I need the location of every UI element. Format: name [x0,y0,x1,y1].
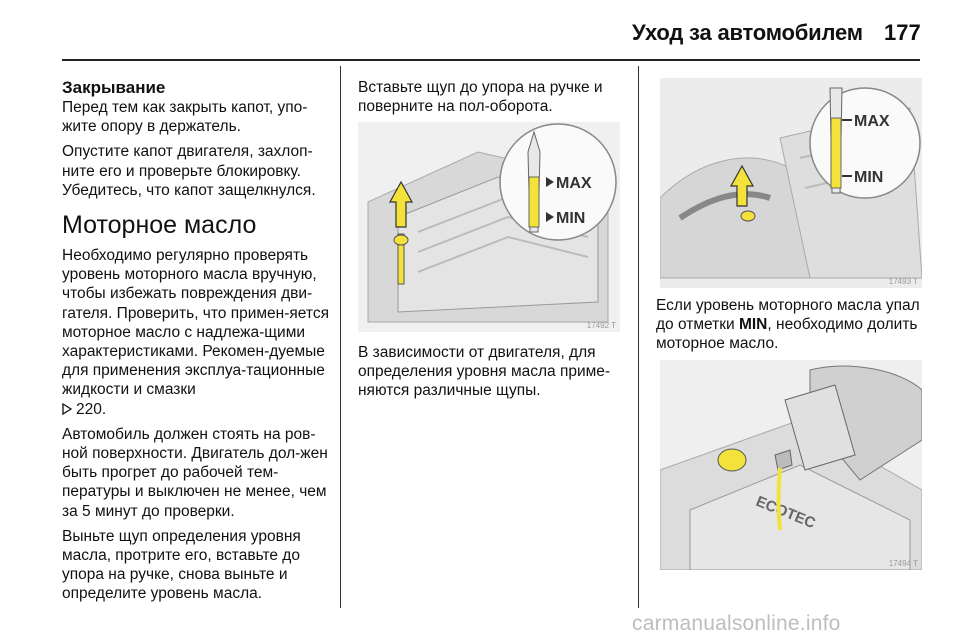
column-2 [358,78,626,122]
figure-label-min: MIN [854,169,884,186]
column-1 [62,78,332,610]
figure-label-min: MIN [556,210,586,227]
paragraph: Автомобиль должен стоять на ров-ной поверхности. Двигатель дол-жен быть прогрет до рабочей тем-пературы и выключен не менее, чем за 5 минут до проверки. [62,425,328,520]
figure-label-max: MAX [556,175,592,192]
watermark: carmanualsonline.info [632,612,841,635]
figure-dipstick-engine-1 [358,122,620,332]
cross-reference-triangle-icon [62,403,72,415]
oil-refill-illustration [660,360,922,570]
figure-dipstick-engine-2 [660,78,922,288]
column-2-bottom-text: В зависимости от двигателя, для определения уровня масла приме-няются различные щупы. [358,344,611,400]
engine-illustration [358,122,620,332]
oil-check-text: Необходимо регулярно проверять уровень моторного масла вручную, чтобы избежать повреждения дви-гателя. Проверить, что примен-яется моторное масло с надлежа-щими характеристиками. Рекомен-дуемые для применения эксплуа-тационные жидкости и смазки [62,247,329,399]
paragraph: Выньте щуп определения уровня масла, протрите его, вставьте до упора на ручке, снова выньте и определите уровень масла. [62,527,301,603]
page-header [0,0,960,64]
figure-id: 17494 T [888,559,918,568]
page-title: Уход за автомобилем [632,20,863,45]
min-level-text: Если уровень моторного масла упал до отметки [656,297,920,334]
column-divider [340,66,341,608]
figure-id: 17492 T [586,321,616,330]
page-reference-link[interactable]: 220. [76,400,107,418]
section-heading-closing: Закрывание [62,78,166,97]
engine-illustration [660,78,922,288]
section-heading-engine-oil: Моторное масло [62,211,257,240]
header-rule [62,59,920,61]
figure-id: 17493 T [888,277,918,286]
paragraph: Перед тем как закрыть капот, упо-жите опору в держатель. [62,99,308,136]
engine-brand-label: ECOTEC [753,492,818,533]
paragraph: Опустите капот двигателя, захлоп-ните его и проверьте блокировку. Убедитесь, что капот защелкнулся. [62,143,316,199]
figure-label-max: MAX [854,113,890,130]
min-mark-label: MIN [738,316,768,334]
column-3-text [656,296,921,354]
figure-adding-oil [660,360,922,570]
column-divider [638,66,639,608]
refill-text: , необходимо долить моторное масло. [656,316,918,353]
paragraph [62,246,332,419]
page-number: 177 [884,20,921,45]
paragraph: Вставьте щуп до упора на ручке и поверните на пол-оборота. [358,79,603,116]
